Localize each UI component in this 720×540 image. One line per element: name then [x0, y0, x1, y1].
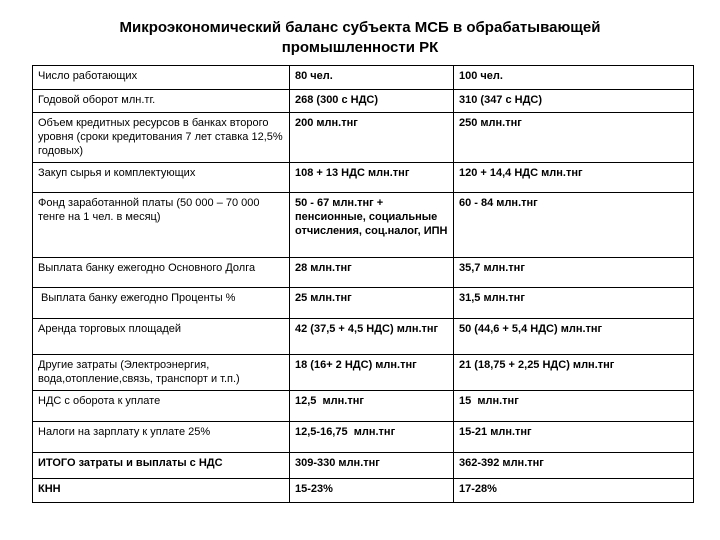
- value-80-employees: 28 млн.тнг: [290, 258, 454, 288]
- table-row-raw-materials: [33, 163, 694, 193]
- value-100-employees: 35,7 млн.тнг: [454, 258, 694, 288]
- value-100-employees: 15-21 млн.тнг: [454, 422, 694, 453]
- value-80-employees: 108 + 13 НДС млн.тнг: [290, 163, 454, 193]
- table-row-payroll-taxes: [33, 422, 694, 453]
- value-80-employees: 25 млн.тнг: [290, 288, 454, 319]
- value-100-employees: 100 чел.: [454, 66, 694, 90]
- row-label: Другие затраты (Электроэнергия, вода,отопление,связь, транспорт и т.п.): [33, 355, 290, 391]
- value-100-employees: 17-28%: [454, 479, 694, 503]
- table-row-principal: [33, 258, 694, 288]
- row-label: ИТОГО затраты и выплаты с НДС: [33, 453, 290, 479]
- row-label: Фонд заработанной платы (50 000 – 70 000 тенге на 1 чел. в месяц): [33, 193, 290, 258]
- value-80-employees: 12,5-16,75 млн.тнг: [290, 422, 454, 453]
- value-100-employees: 60 - 84 млн.тнг: [454, 193, 694, 258]
- table-row-payroll: [33, 193, 694, 258]
- value-80-employees: 80 чел.: [290, 66, 454, 90]
- row-label: КНН: [33, 479, 290, 503]
- table-row-vat: [33, 391, 694, 422]
- value-80-employees: 15-23%: [290, 479, 454, 503]
- value-80-employees: 18 (16+ 2 НДС) млн.тнг: [290, 355, 454, 391]
- title-line-1: Микроэкономический баланс субъекта МСБ в обрабатывающей: [119, 19, 601, 36]
- title-line-2: промышленности РК: [281, 39, 439, 56]
- value-100-employees: 15 млн.тнг: [454, 391, 694, 422]
- table-row-knn: [33, 479, 694, 503]
- value-100-employees: 310 (347 с НДС): [454, 90, 694, 113]
- table-row-credit: [33, 113, 694, 163]
- value-80-employees: 42 (37,5 + 4,5 НДС) млн.тнг: [290, 319, 454, 355]
- value-100-employees: 50 (44,6 + 5,4 НДС) млн.тнг: [454, 319, 694, 355]
- value-100-employees: 120 + 14,4 НДС млн.тнг: [454, 163, 694, 193]
- row-label: Закуп сырья и комплектующих: [33, 163, 290, 193]
- row-label: Аренда торговых площадей: [33, 319, 290, 355]
- row-label: Число работающих: [33, 66, 290, 90]
- row-label: Налоги на зарплату к уплате 25%: [33, 422, 290, 453]
- page-title: [60, 18, 660, 58]
- row-label: Объем кредитных ресурсов в банках второго уровня (сроки кредитования 7 лет ставка 12,5% годовых): [33, 113, 290, 163]
- value-100-employees: 362-392 млн.тнг: [454, 453, 694, 479]
- value-100-employees: 31,5 млн.тнг: [454, 288, 694, 319]
- value-80-employees: 200 млн.тнг: [290, 113, 454, 163]
- table-row-total: [33, 453, 694, 479]
- balance-table: [32, 65, 694, 503]
- table-row-interest: [33, 288, 694, 319]
- row-label: Выплата банку ежегодно Основного Долга: [33, 258, 290, 288]
- row-label: НДС с оборота к уплате: [33, 391, 290, 422]
- value-80-employees: 50 - 67 млн.тнг + пенсионные, социальные отчисления, соц.налог, ИПН: [290, 193, 454, 258]
- value-80-employees: 12,5 млн.тнг: [290, 391, 454, 422]
- value-80-employees: 309-330 млн.тнг: [290, 453, 454, 479]
- row-label: Выплата банку ежегодно Проценты %: [33, 288, 290, 319]
- table-row-other-costs: [33, 355, 694, 391]
- table-row-turnover: [33, 90, 694, 113]
- row-label: Годовой оборот млн.тг.: [33, 90, 290, 113]
- value-100-employees: 21 (18,75 + 2,25 НДС) млн.тнг: [454, 355, 694, 391]
- value-80-employees: 268 (300 с НДС): [290, 90, 454, 113]
- value-100-employees: 250 млн.тнг: [454, 113, 694, 163]
- table-row-rent: [33, 319, 694, 355]
- table-row-employees: [33, 66, 694, 90]
